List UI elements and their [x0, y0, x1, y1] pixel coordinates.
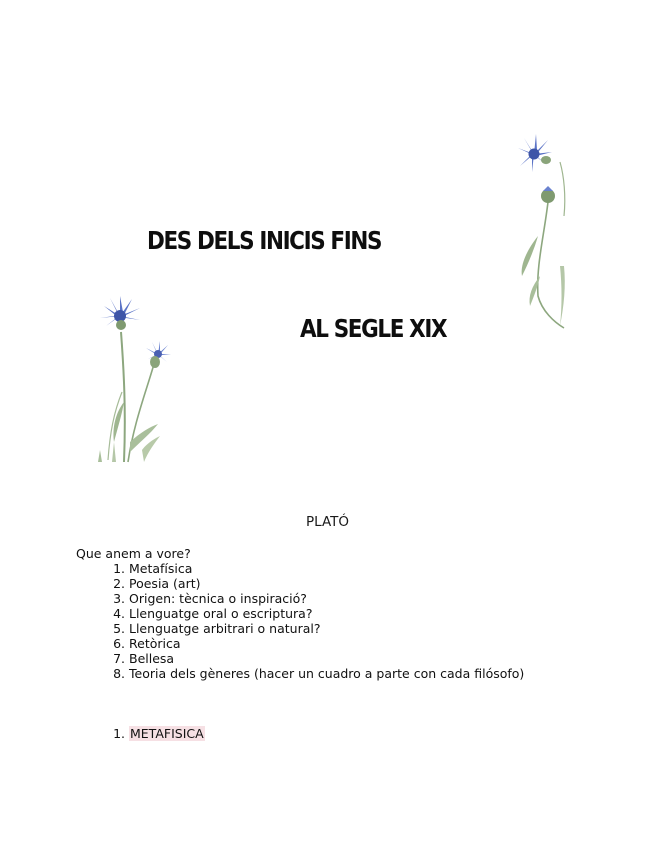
list-item-label: Retòrica — [129, 636, 181, 651]
section-heading: PLATÓ — [305, 514, 350, 530]
topics-list — [105, 561, 524, 681]
list-item: 3. Origen: tècnica o inspiració? — [113, 591, 307, 606]
list-item: 5. Llenguatge arbitrari o natural? — [113, 621, 321, 636]
list-item-label: Llenguatge oral o escriptura? — [129, 606, 313, 621]
highlighted-section-label: METAFISICA — [130, 726, 204, 741]
list-item: 7. Bellesa — [113, 651, 175, 666]
section-1-heading: 1. METAFISICA — [113, 726, 204, 741]
list-item-label: Bellesa — [129, 651, 175, 666]
title-line-1: DES DELS INICIS FINS — [147, 226, 382, 255]
list-item-label: Metafísica — [129, 561, 193, 576]
list-item: 6. Retòrica — [113, 636, 181, 651]
list-item: 1. Metafísica — [113, 561, 193, 576]
intro-text: Que anem a vore? — [76, 546, 191, 561]
title-line-2: AL SEGLE XIX — [300, 314, 447, 343]
list-item: 2. Poesia (art) — [113, 576, 201, 591]
list-item-label: Llenguatge arbitrari o natural? — [129, 621, 321, 636]
list-item: 8. Teoria dels gèneres (hacer un cuadro a parte con cada filósofo) — [113, 666, 525, 681]
cornflower-left-icon — [86, 292, 186, 464]
list-item: 4. Llenguatge oral o escriptura? — [113, 606, 313, 621]
cornflower-right-icon — [508, 126, 568, 332]
list-item-label: Poesia (art) — [129, 576, 201, 591]
list-item-label: Origen: tècnica o inspiració? — [129, 591, 307, 606]
list-item-label: Teoria dels gèneres (hacer un cuadro a parte con cada filósofo) — [129, 666, 525, 681]
